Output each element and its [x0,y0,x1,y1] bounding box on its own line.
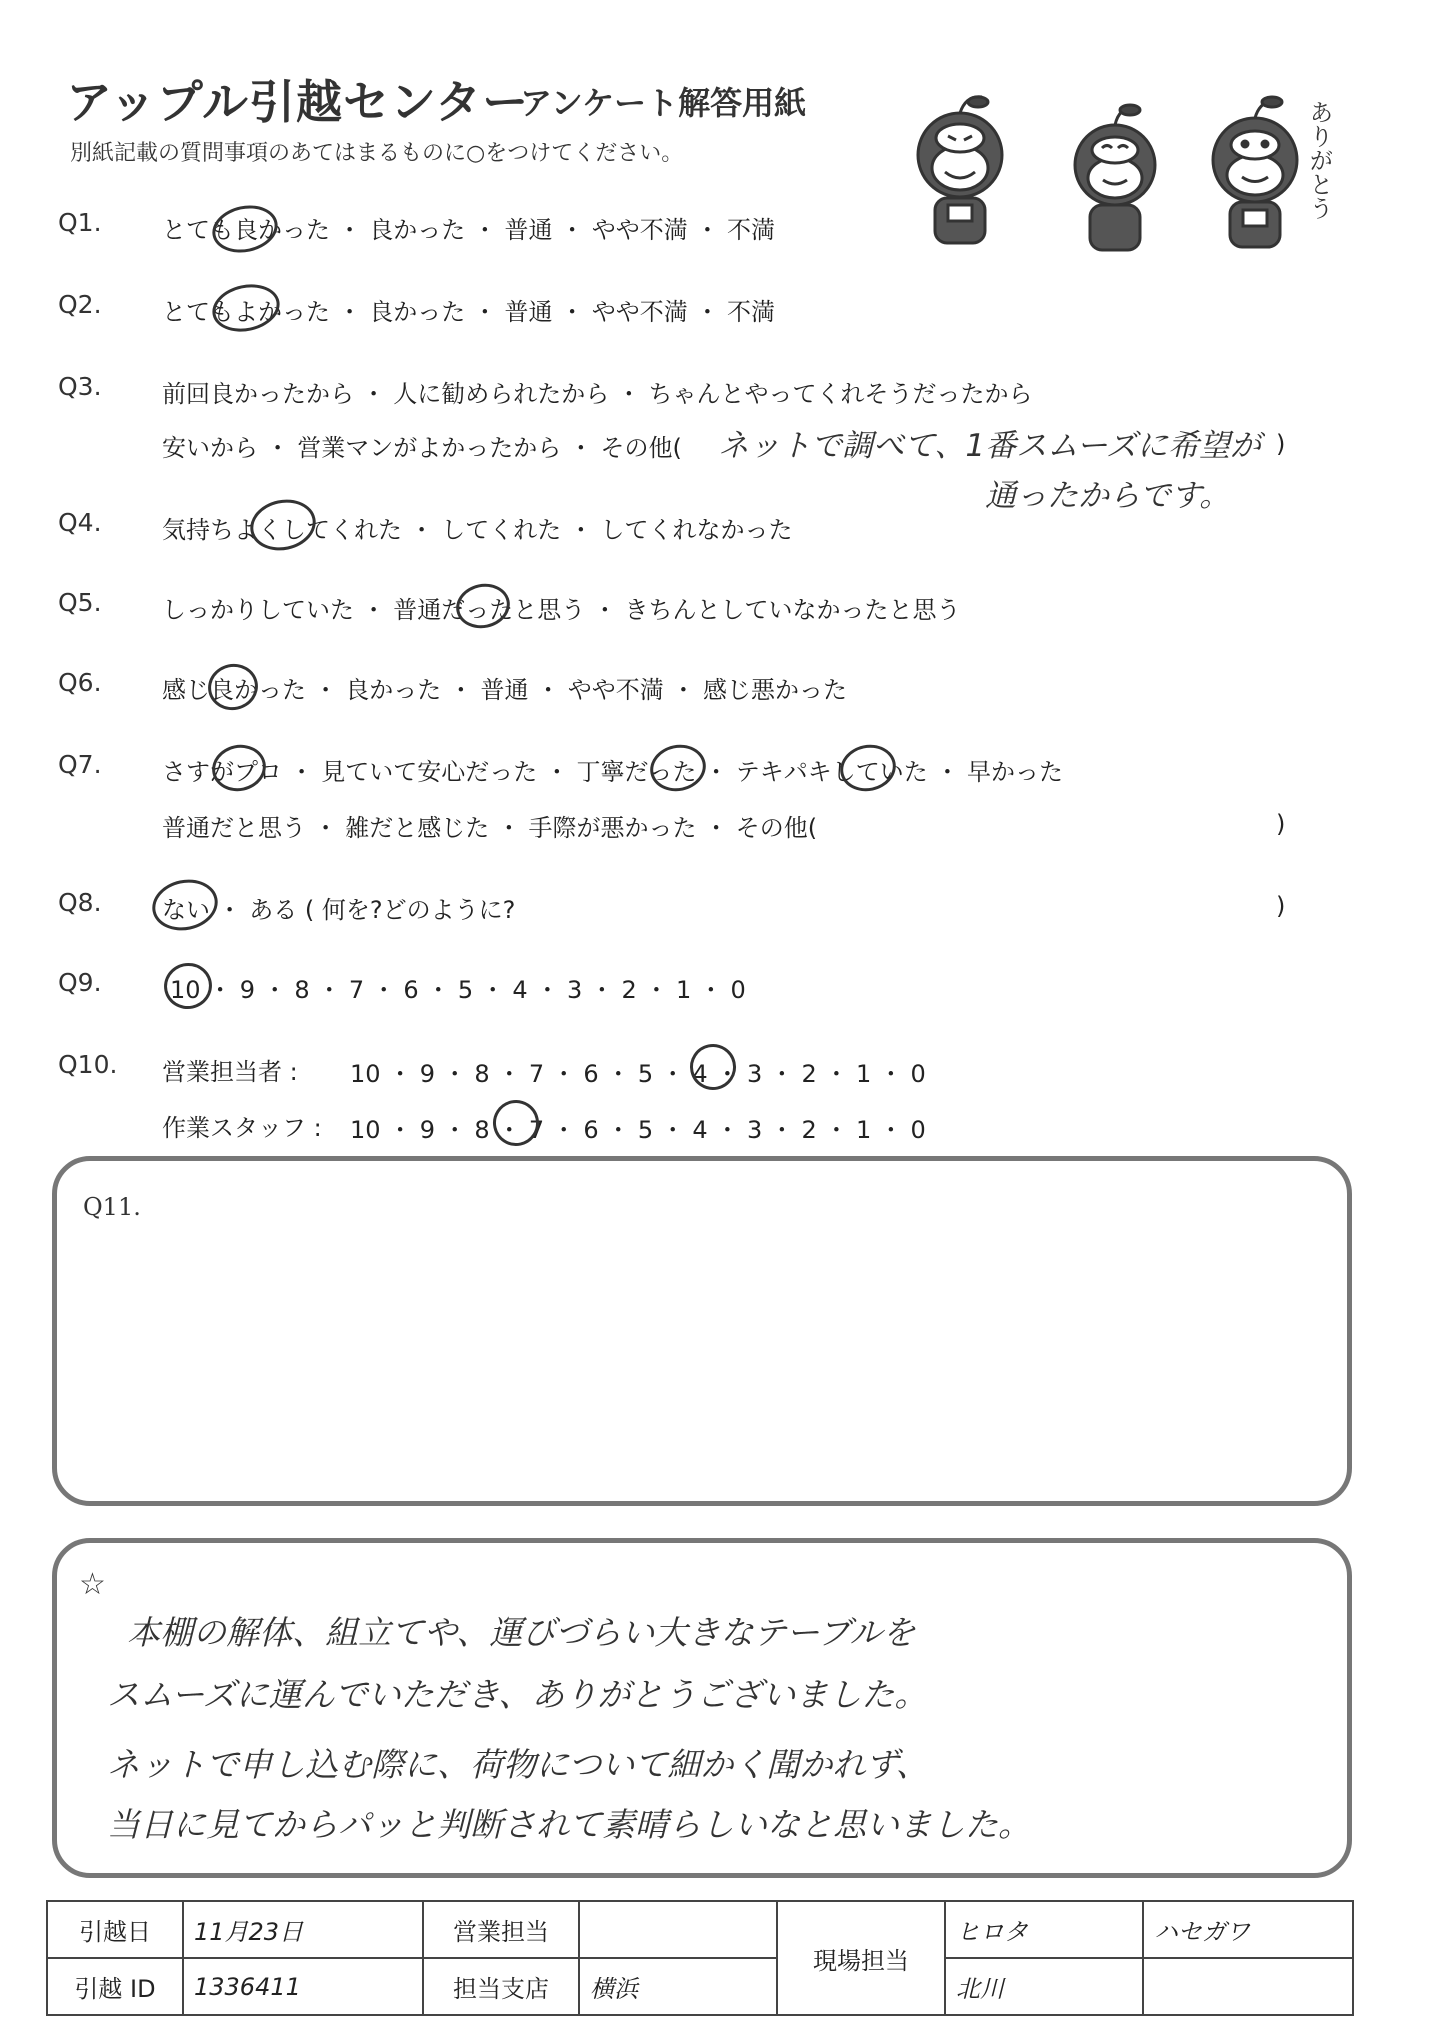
q9-label: Q9. [58,968,102,997]
branch-value: 横浜 [579,1958,777,2015]
mascot-caption: ありがとう [1305,100,1333,220]
q11-box [52,1156,1352,1506]
q8-answer-circle [148,874,223,937]
q8-options: ない ・ ある ( 何を?どのように? [162,896,516,924]
q2-options: とてもよかった ・ 良かった ・ 普通 ・ やや不満 ・ 不満 [162,298,776,326]
comment-line-1: 本棚の解体、組立てや、運びづらい大きなテーブルを [127,1613,916,1652]
branch-label: 担当支店 [423,1958,579,2015]
q6-answer-circle [204,659,262,714]
q1-label: Q1. [58,208,102,237]
company-name: アップル引越センター [66,75,530,129]
q7-options-line2: 普通だと思う ・ 雑だと感じた ・ 手際が悪かった ・ その他( [162,814,818,842]
site-staff-1: ヒロタ [945,1901,1143,1958]
footer-info-table [46,1900,1354,2016]
monkey-mascot-2 [1075,105,1155,250]
q1-answer-circle [208,200,282,259]
q3-handwritten-line2: 通ったからです。 [985,478,1231,514]
q10-label: Q10. [58,1050,118,1079]
q6-label: Q6. [58,668,102,697]
q3-label: Q3. [58,372,102,401]
monkey-mascots-illustration [890,80,1340,260]
q5-label: Q5. [58,588,102,617]
instructions: 別紙記載の質問事項のあてはまるものに○をつけてください。 [70,141,684,166]
move-id-value: 1336411 [183,1958,423,2015]
move-date-value: 11月23日 [183,1901,423,1958]
move-date-label: 引越日 [47,1901,183,1958]
q9-answer-circle [160,959,217,1014]
site-staff-2: ハセガワ [1143,1901,1353,1958]
q11-label: Q11. [83,1193,141,1221]
site-staff-3: 北川 [945,1958,1143,2015]
q7-answer-circle-3 [836,740,900,797]
q10-staff-label: 作業スタッフ : [162,1114,322,1142]
comment-box [52,1538,1352,1878]
comment-line-2: スムーズに運んでいただき、ありがとうございました。 [107,1675,928,1714]
star-icon: ☆ [79,1567,106,1602]
q3-options-line2: 安いから ・ 営業マンがよかったから ・ その他( [162,434,682,462]
q7-label: Q7. [58,750,102,779]
q8-label: Q8. [58,888,102,917]
q1-options: とても良かった ・ 良かった ・ 普通 ・ やや不満 ・ 不満 [162,216,776,244]
q3-close-paren: ) [1276,430,1286,458]
q4-label: Q4. [58,508,102,537]
sales-label: 営業担当 [423,1901,579,1958]
site-label: 現場担当 [777,1901,945,2015]
q5-options: しっかりしていた ・ 普通だったと思う ・ きちんとしていなかったと思う [162,596,961,624]
q2-answer-circle [208,278,284,337]
site-staff-4 [1143,1958,1353,2015]
comment-line-3: ネットで申し込む際に、荷物について細かく聞かれず、 [107,1745,929,1784]
monkey-mascot-3 [1213,97,1297,247]
q10-sales-label: 営業担当者 : [162,1058,298,1086]
q7-close-paren: ) [1276,810,1286,838]
q7-answer-circle-2 [646,740,710,797]
q3-handwritten-line1: ネットで調べて、1番スムーズに希望が [718,428,1262,464]
q4-options: 気持ちよくしてくれた ・ してくれた ・ してくれなかった [162,516,793,544]
q7-options-line1: さすがプロ ・ 見ていて安心だった ・ 丁寧だった ・ テキパキしていた ・ 早かった [162,758,1064,786]
comment-line-4: 当日に見てからパッと判断されて素晴らしいなと思いました。 [107,1805,1031,1844]
q6-options: 感じ良かった ・ 良かった ・ 普通 ・ やや不満 ・ 感じ悪かった [162,676,848,704]
sales-value [579,1901,777,1958]
q7-answer-circle-1 [208,740,270,796]
q10-staff-scale: 10 ・ 9 ・ 8 ・ 7 ・ 6 ・ 5 ・ 4 ・ 3 ・ 2 ・ 1 ・ 0 [350,1116,926,1144]
q10-sales-scale: 10 ・ 9 ・ 8 ・ 7 ・ 6 ・ 5 ・ 4 ・ 3 ・ 2 ・ 1 ・ 0 [350,1060,926,1088]
q9-scale: 10 ・ 9 ・ 8 ・ 7 ・ 6 ・ 5 ・ 4 ・ 3 ・ 2 ・ 1 ・ 0 [170,976,746,1004]
q3-options-line1: 前回良かったから ・ 人に勧められたから ・ ちゃんとやってくれそうだったから [162,380,1033,408]
move-id-label: 引越 ID [47,1958,183,2015]
q2-label: Q2. [58,290,102,319]
q4-answer-circle [246,494,321,557]
form-title: アンケート解答用紙 [520,84,807,122]
monkey-mascot-1 [918,97,1002,243]
q8-close-paren: ) [1276,892,1286,920]
